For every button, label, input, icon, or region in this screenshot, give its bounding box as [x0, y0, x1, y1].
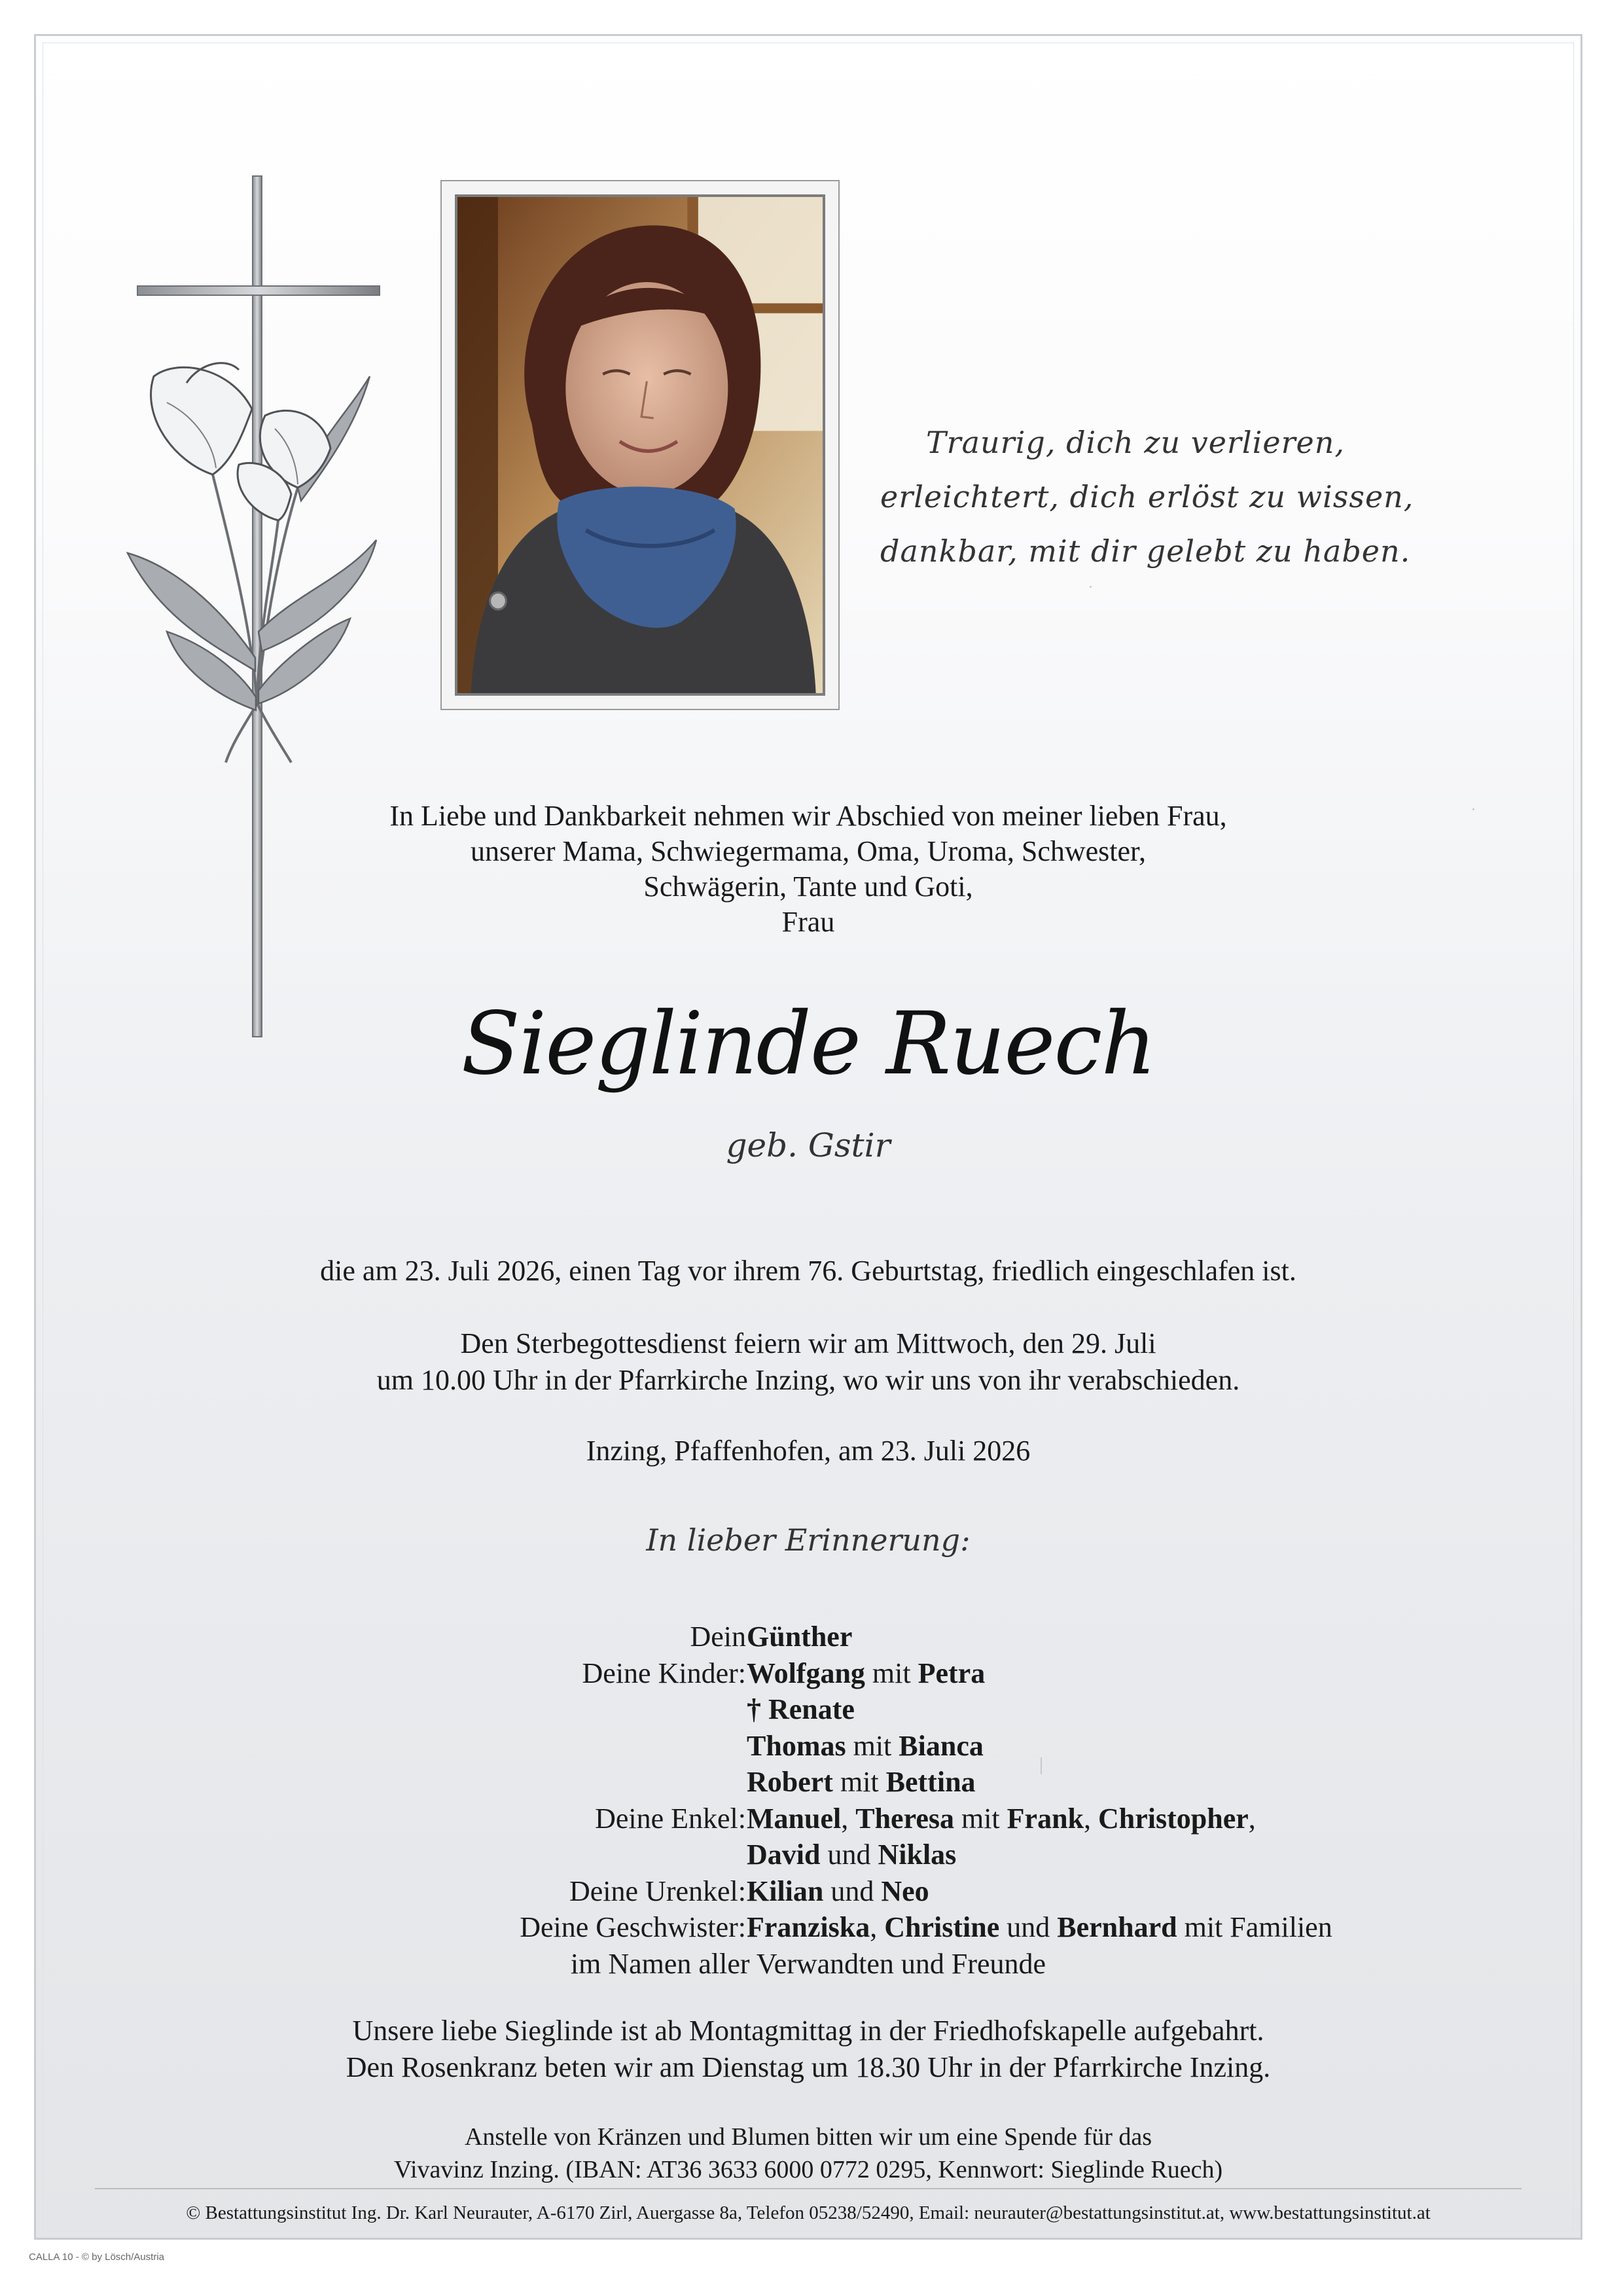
mourner-row: [36, 1691, 1580, 1728]
mourner-connector: und: [820, 1839, 878, 1871]
mourner-name: Manuel: [747, 1802, 842, 1835]
mourner-relation: Dein: [690, 1621, 746, 1653]
poem-line: erleichtert, dich erlöst zu wissen,: [880, 479, 1414, 514]
service-info: [36, 1325, 1580, 1399]
mourner-name: † Renate: [747, 1693, 855, 1725]
mourner-row: [36, 1801, 1580, 1837]
mourner-connector: mit Familien: [1177, 1911, 1332, 1943]
mourner-connector: mit: [846, 1729, 899, 1762]
deceased-name: Sieglinde Ruech: [461, 994, 1156, 1094]
donation-line: Anstelle von Kränzen und Blumen bitten wir um eine Spende für das: [464, 2123, 1152, 2151]
mourner-row: [36, 1837, 1580, 1873]
mourner-names: [747, 1801, 1256, 1837]
mourner-row: [36, 1728, 1580, 1765]
poem: [880, 416, 1414, 579]
portrait-frame: [440, 180, 840, 710]
laid-out-info: [36, 2013, 1580, 2086]
mourner-connector: mit: [954, 1802, 1007, 1835]
mourner-names: [747, 1909, 1332, 1946]
maiden-name: geb. Gstir: [726, 1126, 891, 1164]
service-line: Den Sterbegottesdienst feiern wir am Mittwoch, den 29. Juli: [460, 1327, 1156, 1359]
mourner-name: Bettina: [885, 1766, 976, 1798]
mourner-name: Thomas: [747, 1729, 846, 1762]
paper-speck: [1041, 1757, 1042, 1774]
mourner-connector: ,: [870, 1911, 885, 1943]
mourner-relation: Deine Urenkel:: [569, 1874, 746, 1907]
mourner-row: [36, 1619, 1580, 1655]
mourner-names: [747, 1764, 976, 1801]
donation-line: Vivavinz Inzing. (IBAN: AT36 3633 6000 0772 0295, Kennwort: Sieglinde Ruech): [393, 2156, 1223, 2183]
mourner-names: [747, 1728, 984, 1765]
intro-text: [36, 798, 1580, 940]
mourner-relation: Deine Kinder:: [582, 1657, 746, 1689]
mourners-list: [36, 1619, 1580, 1982]
mourner-name: Robert: [747, 1766, 833, 1798]
mourner-connector: und: [823, 1874, 882, 1907]
mourner-names: [747, 1873, 929, 1910]
mourner-name: David: [747, 1839, 821, 1871]
mourner-connector: mit: [865, 1657, 918, 1689]
mourner-connector: ,: [1084, 1802, 1099, 1835]
poem-line: Traurig, dich zu verlieren,: [925, 425, 1346, 460]
place-date: Inzing, Pfaffenhofen, am 23. Juli 2026: [586, 1435, 1031, 1467]
intro-line: Frau: [781, 906, 835, 938]
poem-line: dankbar, mit dir gelebt zu haben.: [880, 533, 1411, 569]
death-notice: die am 23. Juli 2026, einen Tag vor ihrem 76. Geburtstag, friedlich eingeschlafen ist.: [320, 1255, 1296, 1287]
footer-divider: [95, 2188, 1522, 2189]
mourner-relation: Deine Geschwister:: [520, 1911, 746, 1943]
mourner-name: Neo: [881, 1874, 929, 1907]
mourner-relation: Deine Enkel:: [595, 1802, 746, 1835]
mourner-name: Wolfgang: [747, 1657, 865, 1689]
laid-out-line: Unsere liebe Sieglinde ist ab Montagmittag in der Friedhofskapelle aufgebahrt.: [352, 2015, 1264, 2047]
paper-speck: [1472, 808, 1474, 810]
mourner-row: [36, 1909, 1580, 1946]
mourner-row: [36, 1873, 1580, 1910]
mourner-name: Theresa: [855, 1802, 954, 1835]
paper-speck: [1090, 586, 1092, 588]
mourner-name: Niklas: [878, 1839, 957, 1871]
mourner-name: Christine: [884, 1911, 1000, 1943]
mourner-row: [36, 1764, 1580, 1801]
footer-imprint: © Bestattungsinstitut Ing. Dr. Karl Neurauter, A-6170 Zirl, Auergasse 8a, Telefon 05238/52490, Email: neurauter@bestattungsinstitut.at, www.bestattungsinstitut.at: [186, 2202, 1431, 2223]
mourner-row: [36, 1655, 1580, 1692]
intro-line: unserer Mama, Schwiegermama, Oma, Uroma, Schwester,: [471, 835, 1146, 867]
mourner-name: Kilian: [747, 1874, 824, 1907]
mourner-name: Günther: [747, 1621, 853, 1653]
mourner-name: Frank: [1007, 1802, 1084, 1835]
mourner-name: Bianca: [899, 1729, 984, 1762]
mourner-connector: und: [999, 1911, 1058, 1943]
obituary-card: [34, 34, 1582, 2240]
mourner-names: [747, 1691, 855, 1728]
template-credit: CALLA 10 - © by Lösch/Austria: [29, 2251, 164, 2263]
memory-heading: In lieber Erinnerung:: [646, 1522, 971, 1558]
donation-info: [36, 2121, 1580, 2186]
mourner-names: [747, 1655, 985, 1692]
mourners-closing: im Namen aller Verwandten und Freunde: [570, 1947, 1046, 1980]
mourner-name: Bernhard: [1057, 1911, 1177, 1943]
intro-line: Schwägerin, Tante und Goti,: [643, 870, 973, 903]
intro-line: In Liebe und Dankbarkeit nehmen wir Abschied von meiner lieben Frau,: [389, 800, 1227, 832]
laid-out-line: Den Rosenkranz beten wir am Dienstag um 18.30 Uhr in der Pfarrkirche Inzing.: [346, 2051, 1271, 2083]
service-line: um 10.00 Uhr in der Pfarrkirche Inzing, wo wir uns von ihr verabschieden.: [376, 1364, 1240, 1396]
mourner-connector: mit: [832, 1766, 886, 1798]
mourner-name: Petra: [918, 1657, 986, 1689]
mourner-connector: ,: [1248, 1802, 1256, 1835]
mourner-name: Franziska: [747, 1911, 870, 1943]
portrait-photo: [455, 194, 825, 696]
mourner-names: [747, 1837, 956, 1873]
mourner-names: [747, 1619, 852, 1655]
mourner-connector: ,: [841, 1802, 856, 1835]
mourner-name: Christopher: [1098, 1802, 1249, 1835]
